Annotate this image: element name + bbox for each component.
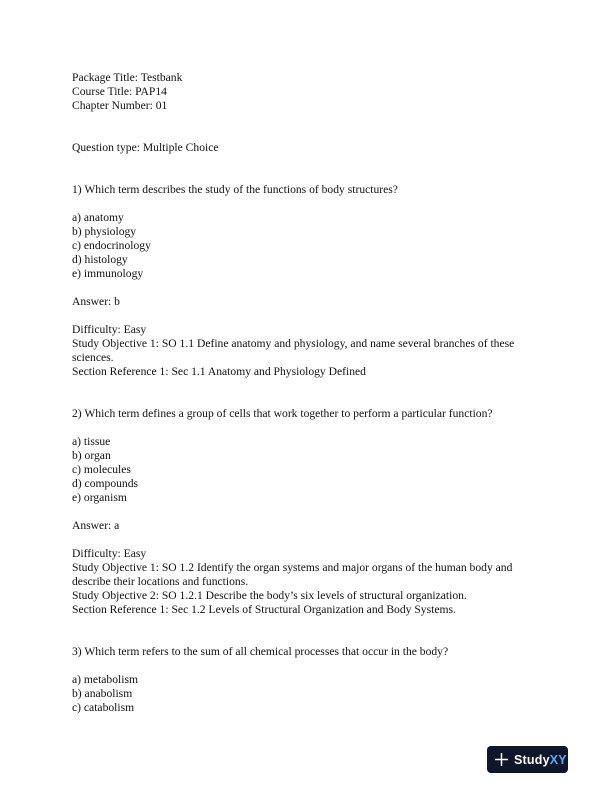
option-b: b) organ [72, 449, 111, 462]
answer: Answer: a [72, 519, 120, 532]
header-block [72, 71, 540, 113]
question-1 [72, 183, 540, 379]
difficulty: Difficulty: Easy [72, 323, 147, 336]
chapter-number: Chapter Number: 01 [72, 99, 168, 112]
question-2 [72, 407, 540, 617]
study-objective-1: Study Objective 1: SO 1.2 Identify the organ systems and major organs of the human body and describe their locations and functions. [72, 561, 513, 588]
option-d: d) histology [72, 253, 128, 266]
question-3 [72, 645, 540, 715]
section-reference: Section Reference 1: Sec 1.2 Levels of Structural Organization and Body Systems. [72, 603, 456, 616]
studyxy-watermark[interactable] [487, 746, 568, 773]
options-list [72, 673, 540, 715]
question-text: 1) Which term describes the study of the functions of body structures? [72, 183, 398, 196]
watermark-text [514, 753, 567, 767]
watermark-xy: XY [549, 752, 567, 767]
option-e: e) immunology [72, 267, 144, 280]
watermark-study: Study [514, 752, 550, 767]
study-objective-2: Study Objective 2: SO 1.2.1 Describe the body’s six levels of structural organization. [72, 589, 467, 602]
plus-cross-icon [495, 753, 508, 766]
option-a: a) anatomy [72, 211, 124, 224]
section-reference: Section Reference 1: Sec 1.1 Anatomy and Physiology Defined [72, 365, 366, 378]
course-title: Course Title: PAP14 [72, 85, 167, 98]
answer: Answer: b [72, 295, 120, 308]
document-page [72, 71, 540, 715]
option-b: b) anabolism [72, 687, 133, 700]
question-type: Question type: Multiple Choice [72, 141, 219, 154]
option-a: a) metabolism [72, 673, 139, 686]
option-a: a) tissue [72, 435, 111, 448]
study-objective-1: Study Objective 1: SO 1.1 Define anatomy and physiology, and name several branches of these sciences. [72, 337, 515, 364]
option-e: e) organism [72, 491, 127, 504]
option-c: c) catabolism [72, 701, 135, 714]
package-title: Package Title: Testbank [72, 71, 183, 84]
question-text: 2) Which term defines a group of cells that work together to perform a particular function? [72, 407, 493, 420]
options-list [72, 211, 540, 281]
difficulty: Difficulty: Easy [72, 547, 147, 560]
option-b: b) physiology [72, 225, 137, 238]
option-c: c) molecules [72, 463, 131, 476]
option-d: d) compounds [72, 477, 139, 490]
options-list [72, 435, 540, 505]
option-c: c) endocrinology [72, 239, 151, 252]
question-text: 3) Which term refers to the sum of all chemical processes that occur in the body? [72, 645, 449, 658]
